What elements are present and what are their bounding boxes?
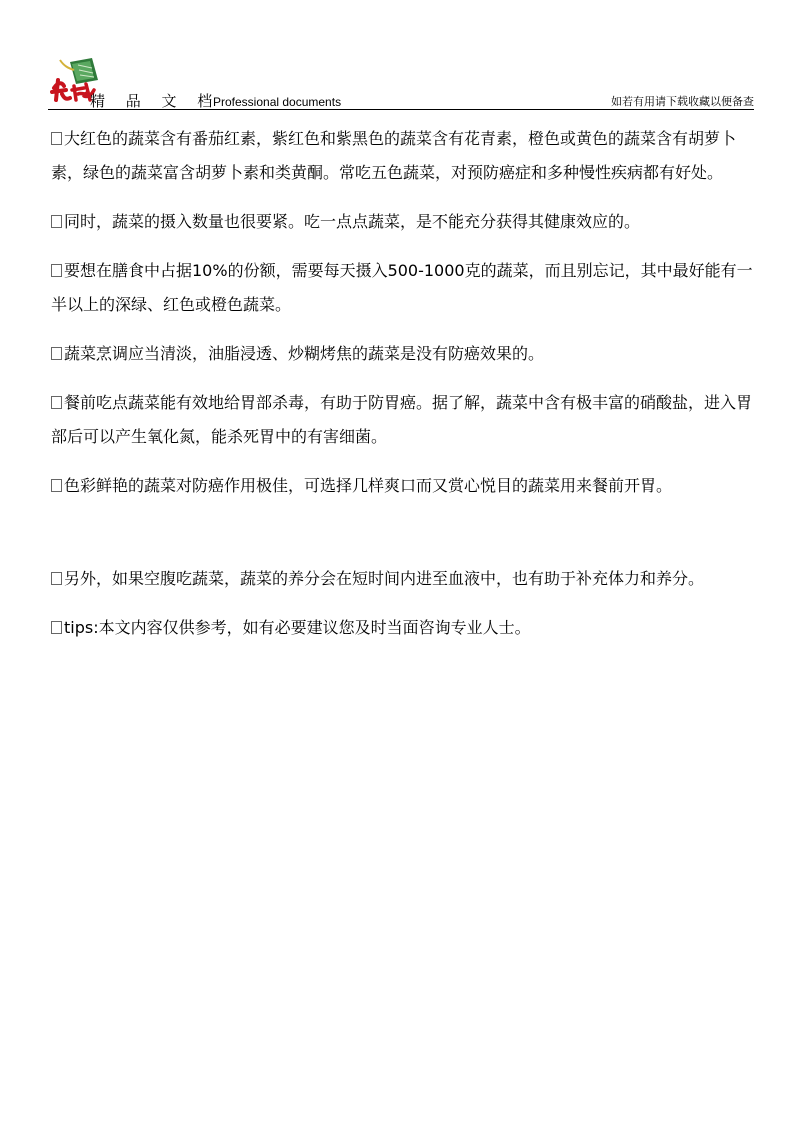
paragraph-text: 另外，如果空腹吃蔬菜，蔬菜的养分会在短时间内进至血液中，也有助于补充体力和养分。 — [64, 569, 705, 588]
missing-glyph-box-icon — [51, 396, 62, 409]
missing-glyph-box-icon — [51, 347, 62, 360]
paragraph-text: 色彩鲜艳的蔬菜对防癌作用极佳，可选择几样爽口而又赏心悦目的蔬菜用来餐前开胃。 — [64, 476, 673, 495]
paragraph — [51, 386, 766, 454]
paragraph — [51, 254, 766, 322]
missing-glyph-box-icon — [51, 264, 62, 277]
document-body — [51, 122, 766, 645]
paragraph-text: 同时，蔬菜的摄入数量也很要紧。吃一点点蔬菜，是不能充分获得其健康效应的。 — [64, 212, 641, 231]
header-divider — [48, 109, 754, 110]
paragraph — [51, 337, 766, 371]
paragraph-text: 大红色的蔬菜含有番茄红素，紫红色和紫黑色的蔬菜含有花青素，橙色或黄色的蔬菜含有胡萝卜素，绿色的蔬菜富含胡萝卜素和类黄酮。常吃五色蔬菜，对预防癌症和多种慢性疾病都有好处。 — [51, 129, 737, 182]
paragraph — [51, 205, 766, 239]
paragraph — [51, 122, 766, 190]
header-subtitle: Professional documents — [213, 95, 342, 109]
missing-glyph-box-icon — [51, 479, 62, 492]
paragraph-text: tips:本文内容仅供参考，如有必要建议您及时当面咨询专业人士。 — [64, 618, 531, 637]
header-right-note: 如若有用请下载收藏以便备查 — [611, 95, 754, 108]
paragraph — [51, 469, 766, 503]
page-header — [48, 56, 754, 110]
missing-glyph-box-icon — [51, 621, 62, 634]
header-title: 精 品 文 档 — [90, 92, 221, 110]
missing-glyph-box-icon — [51, 572, 62, 585]
paragraph-text: 要想在膳食中占据10%的份额，需要每天摄入500-1000克的蔬菜，而且别忘记，其中最好能有一半以上的深绿、红色或橙色蔬菜。 — [51, 261, 753, 314]
paragraph — [51, 562, 766, 596]
missing-glyph-box-icon — [51, 132, 62, 145]
paragraph-text: 餐前吃点蔬菜能有效地给胃部杀毒，有助于防胃癌。据了解，蔬菜中含有极丰富的硝酸盐，进入胃部后可以产生氧化氮，能杀死胃中的有害细菌。 — [51, 393, 753, 446]
missing-glyph-box-icon — [51, 215, 62, 228]
tips-paragraph — [51, 611, 766, 645]
paragraph-text: 蔬菜烹调应当清淡，油脂浸透、炒糊烤焦的蔬菜是没有防癌效果的。 — [64, 344, 545, 363]
